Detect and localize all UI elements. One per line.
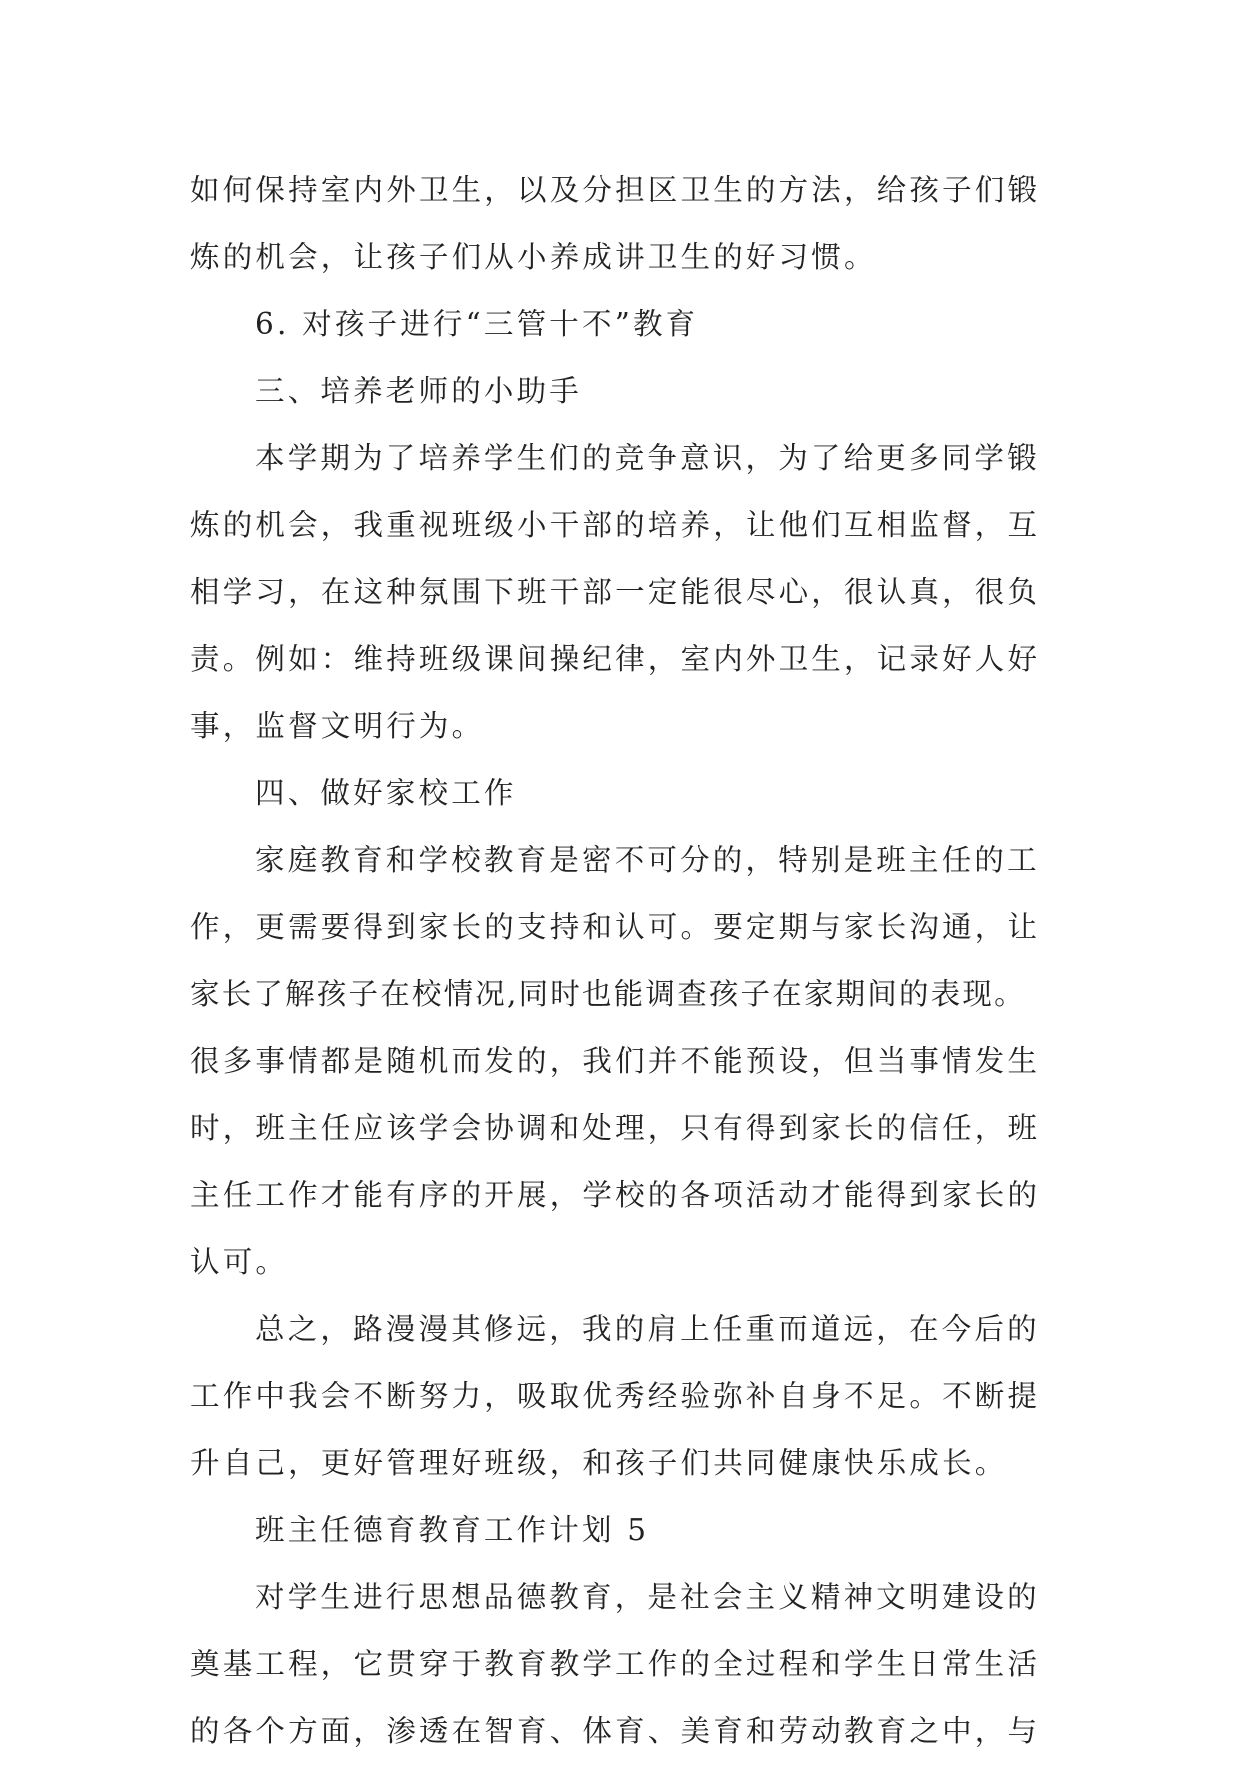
section-heading: 班主任德育教育工作计划 5 (255, 1513, 650, 1547)
paragraph-start-line: 家庭教育和学校教育是密不可分的，特别是班主任的工 (255, 843, 1040, 877)
text-line: 很多事情都是随机而发的，我们并不能预设，但当事情发生 (190, 1044, 1041, 1078)
list-item-heading: 6. 对孩子进行“三管十不”教育 (255, 307, 699, 341)
text-line: 相学习，在这种氛围下班干部一定能很尽心，很认真，很负 (190, 575, 1041, 609)
text-line: 工作中我会不断努力，吸取优秀经验弥补自身不足。不断提 (190, 1379, 1041, 1413)
text-line: 升自己，更好管理好班级，和孩子们共同健康快乐成长。 (190, 1446, 1008, 1480)
text-line: 认可。 (190, 1245, 289, 1279)
text-line: 事，监督文明行为。 (190, 709, 485, 743)
section-heading: 三、培养老师的小助手 (255, 374, 583, 408)
text-line: 作，更需要得到家长的支持和认可。要定期与家长沟通，让 (190, 910, 1041, 944)
text-line: 责。例如：维持班级课间操纪律，室内外卫生，记录好人好 (190, 642, 1041, 676)
text-line: 的各个方面，渗透在智育、体育、美育和劳动教育之中，与 (190, 1714, 1041, 1748)
text-line: 时，班主任应该学会协调和处理，只有得到家长的信任，班 (190, 1111, 1041, 1145)
text-line: 奠基工程，它贯穿于教育教学工作的全过程和学生日常生活 (190, 1647, 1041, 1681)
section-heading: 四、做好家校工作 (255, 776, 517, 810)
paragraph-start-line: 总之，路漫漫其修远，我的肩上任重而道远，在今后的 (255, 1312, 1040, 1346)
text-line: 炼的机会，让孩子们从小养成讲卫生的好习惯。 (190, 240, 877, 274)
text-line: 炼的机会，我重视班级小干部的培养，让他们互相监督，互 (190, 508, 1041, 542)
paragraph-start-line: 本学期为了培养学生们的竞争意识，为了给更多同学锻 (255, 441, 1040, 475)
text-line: 主任工作才能有序的开展，学校的各项活动才能得到家长的 (190, 1178, 1041, 1212)
text-line: 如何保持室内外卫生，以及分担区卫生的方法，给孩子们锻 (190, 173, 1041, 207)
text-line: 家长了解孩子在校情况,同时也能调查孩子在家期间的表现。 (190, 977, 1026, 1011)
paragraph-start-line: 对学生进行思想品德教育，是社会主义精神文明建设的 (255, 1580, 1040, 1614)
document-body (190, 157, 1052, 1765)
